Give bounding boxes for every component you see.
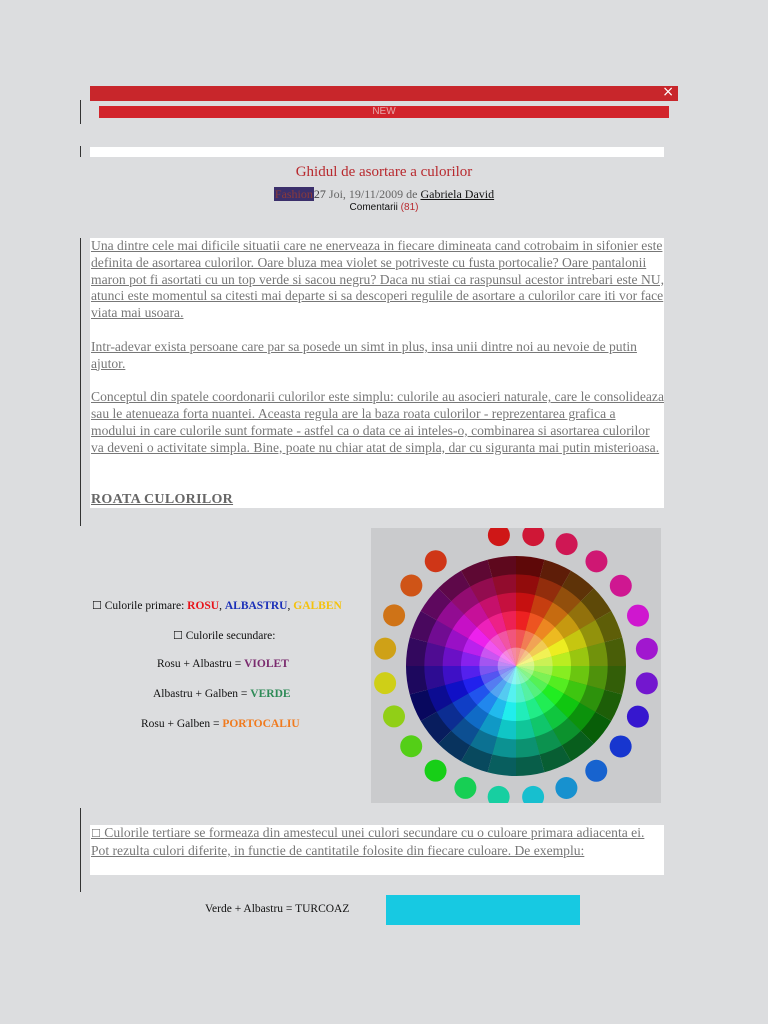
paragraph: Intr-adevar exista persoane care par sa posede un simt in plus, insa unii dintre noi au nevoie de putin ajutor. [91,338,637,371]
checkbox-icon: ☐ [173,629,183,642]
header-strip [90,147,664,157]
mix-row: Rosu + Galben = PORTOCALIU [141,718,300,730]
new-bar[interactable]: NEW [99,106,669,118]
article-date: Joi, 19/11/2009 [328,187,404,201]
left-margin-line [80,100,81,124]
wheel-dot [454,777,476,799]
wheel-dot [522,786,544,803]
wheel-dot [585,760,607,782]
article-title: Ghidul de asortare a culorilor [295,164,473,180]
comments-line[interactable] [0,202,768,213]
paragraph: ☐ Culorile tertiare se formeaza din amestecul unei culori secundare cu o culoare primara adiacenta ei. Pot rezulta culori diferite, in functie de cantitatile folosite din fiecare culoare. De exemplu: [91,825,645,858]
wheel-dot [555,777,577,799]
wheel-dot [488,528,510,546]
secondary-label: Culorile secundare: [185,630,276,642]
wheel-dot [627,605,649,627]
close-icon[interactable]: × [662,84,674,100]
paragraph: Conceptul din spatele coordonarii culorilor este simplu: culorile au asocieri naturale, care le consolideaza sau le atenueaza forta nuantei. Aceasta regula are la baza roata culorilor - reprezentarea grafica a modului in care culorile sunt formate - astfel ca o data ce ai inteles-o, combinarea si asortarea culorilor va deveni o activitate simpla. Bine, poate nu chiar atat de simpla, dar cu siguranta mai putin misterioasa. [91,389,664,455]
wheel-dot [636,672,658,694]
left-margin-line [80,808,81,892]
turquoise-swatch [386,895,580,925]
left-margin-line [80,146,81,157]
category-tag[interactable]: Fashion [274,187,313,201]
wheel-dot [425,550,447,572]
wheel-dot [522,528,544,546]
wheel-dot [488,786,510,803]
wheel-dot [400,575,422,597]
color-wheel-image [371,528,661,803]
by-label: de [406,187,418,201]
mix-result: VIOLET [244,658,289,670]
section-heading: ROATA CULORILOR [91,492,234,507]
author-link[interactable]: Gabriela David [420,187,495,201]
tertiary-text [90,825,664,875]
wheel-dot [400,735,422,757]
primary-yellow: GALBEN [293,600,342,612]
wheel-dot [383,604,405,626]
wheel-dot [425,760,447,782]
comments-count: (81) [400,202,419,213]
left-margin-line [80,238,81,526]
wheel-dot [610,735,632,757]
turquoise-formula: Verde + Albastru = TURCOAZ [205,903,350,915]
primary-colors: ☐ Culorile primare: ROSU, ALBASTRU, GALBEN [92,599,342,612]
wheel-dot [374,638,396,660]
wheel-dot [627,706,649,728]
paragraph: Una dintre cele mai dificile situatii care ne enerveaza in fiecare dimineata cand cotrobaim in sifonier este definita de asortarea culorilor. Oare bluza mea violet se potriveste cu fusta portocalie? Oare pantalonii maron pot fi asortati cu un top verde si sacou negru? Daca nu stiai ca raspunsul acestor intrebari este NU, atunci este momentul sa citesti mai departe si sa descoperi regulile de asortare a culorilor care iti vor face viata mai usoara. [91,238,665,321]
primary-blue: ALBASTRU [224,600,288,612]
wheel-dot [383,705,405,727]
wheel-dot [374,672,396,694]
mix-row: Albastru + Galben = VERDE [153,688,291,700]
mix-row: Rosu + Albastru = VIOLET [157,658,289,670]
wheel-dot [585,550,607,572]
view-count: 27 [313,187,326,201]
mix-result: VERDE [250,688,291,700]
top-banner [90,86,678,101]
primary-label: Culorile primare: [104,600,185,612]
wheel-dot [636,638,658,660]
checkbox-icon: ☐ [92,599,102,612]
color-wheel [371,528,661,803]
intro-text [90,238,664,508]
primary-red: ROSU [187,600,220,612]
mix-result: PORTOCALIU [222,718,300,730]
wheel-dot [610,575,632,597]
wheel-dot [556,533,578,555]
secondary-colors [173,629,275,642]
article-meta [0,187,768,202]
comments-label: Comentarii [349,202,398,213]
